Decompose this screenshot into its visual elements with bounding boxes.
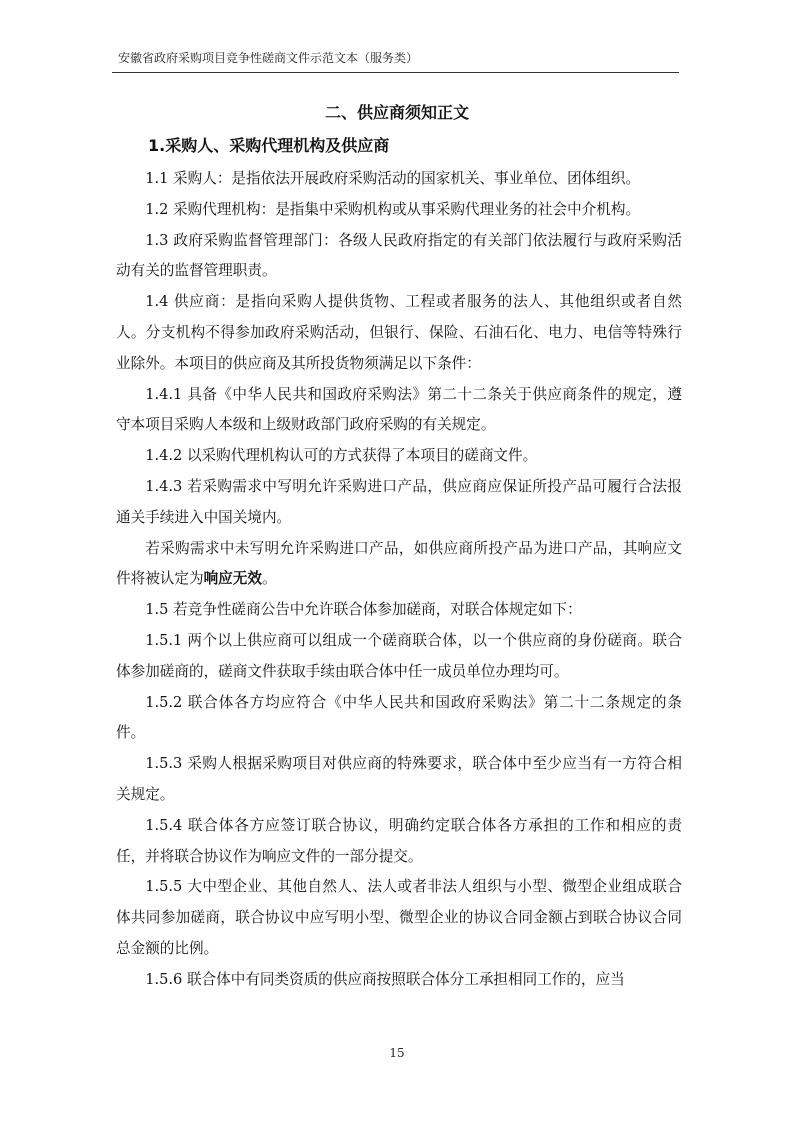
paragraph-1-4-3: 1.4.3 若采购需求中写明允许采购进口产品，供应商应保证所投产品可履行合法报通关手续进入中国关境内。: [116, 477, 682, 526]
paragraph-1-5: 1.5 若竞争性磋商公告中允许联合体参加磋商，对联合体规定如下：: [145, 601, 582, 619]
paragraph-1-4: 1.4 供应商：是指向采购人提供货物、工程或者服务的法人、其他组织或者自然人。分支机构不得参加政府采购活动，但银行、保险、石油石化、电力、电信等特殊行业除外。本项目的供应商及其所投货物须满足以下条件：: [116, 293, 682, 372]
paragraph-1-1: 1.1 采购人：是指依法开展政府采购活动的国家机关、事业单位、团体组织。: [145, 170, 641, 187]
paragraph-1-2: 1.2 采购代理机构：是指集中采购机构或从事采购代理业务的社会中介机构。: [145, 200, 641, 218]
paragraph-1-4-1: 1.4.1 具备《中华人民共和国政府采购法》第二十二条关于供应商条件的规定，遵守本项目采购人本级和上级财政部门政府采购的有关规定。: [116, 385, 682, 434]
paragraph-1-4-2: 1.4.2 以采购代理机构认可的方式获得了本项目的磋商文件。: [145, 447, 538, 465]
paragraph-1-5-1: 1.5.1 两个以上供应商可以组成一个磋商联合体，以一个供应商的身份磋商。联合体参加磋商的，磋商文件获取手续由联合体中任一成员单位办理均可。: [116, 631, 682, 680]
paragraph-1-3: 1.3 政府采购监督管理部门：各级人民政府指定的有关部门依法履行与政府采购活动有关的监督管理职责。: [116, 231, 682, 280]
subheading: 1.采购人、采购代理机构及供应商: [148, 136, 390, 155]
import-note-lead: 若采购需求中未写明允许采购进口产品，如供应商所投产品为进口产品，其响应文件将被认定为: [116, 539, 682, 588]
paragraph-1-5-2: 1.5.2 联合体各方均应符合《中华人民共和国政府采购法》第二十二条规定的条件。: [116, 693, 682, 742]
invalid-response-emphasis: 响应无效: [203, 570, 262, 588]
header-divider: [112, 72, 679, 73]
page-number: 15: [389, 1046, 405, 1060]
paragraph-1-5-5: 1.5.5 大中型企业、其他自然人、法人或者非法人组织与小型、微型企业组成联合体共同参加磋商，联合协议中应写明小型、微型企业的协议合同金额占到联合协议合同总金额的比例。: [116, 878, 682, 957]
paragraph-import-note: [116, 534, 682, 596]
paragraph-1-5-6: 1.5.6 联合体中有同类资质的供应商按照联合体分工承担相同工作的，应当: [145, 970, 625, 988]
section-title: 二、供应商须知正文: [324, 103, 469, 122]
import-note-tail: 。: [261, 570, 277, 588]
paragraph-1-5-3: 1.5.3 采购人根据采购项目对供应商的特殊要求，联合体中至少应当有一方符合相关规定。: [116, 755, 682, 803]
running-header: 安徽省政府采购项目竞争性磋商文件示范文本（服务类）: [118, 51, 419, 65]
document-body: [116, 164, 682, 996]
paragraph-1-5-4: 1.5.4 联合体各方应签订联合协议，明确约定联合体各方承担的工作和相应的责任，并将联合协议作为响应文件的一部分提交。: [116, 816, 682, 865]
